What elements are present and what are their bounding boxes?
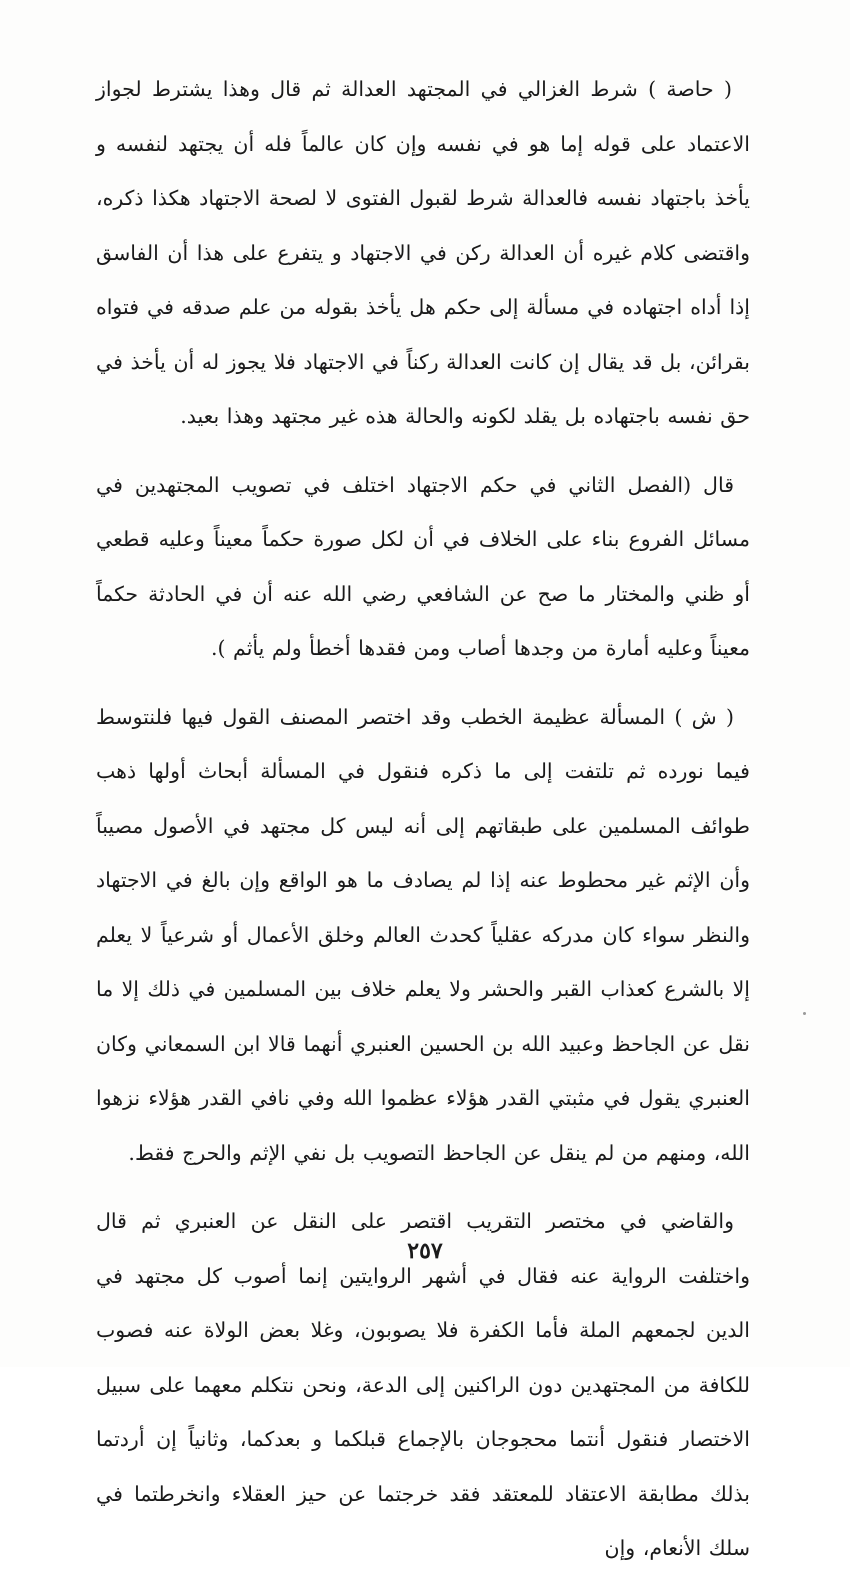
paragraph-2: قال (الفصل الثاني في حكم الاجتهاد اختلف في تصويب المجتهدين في مسائل الفروع بناء على الخلاف في أن لكل صورة حكماً معيناً وعليه قطعي أو ظني والمختار ما صح عن الشافعي رضي الله عنه أن في الحادثة حكماً معيناً وعليه أمارة من وجدها أصاب ومن فقدها أخطأ ولم يأثم ). — [96, 472, 750, 660]
scan-speck — [803, 1012, 806, 1015]
paragraph-1: ( حاصة ) شرط الغزالي في المجتهد العدالة ثم قال وهذا يشترط لجواز الاعتماد على قوله إما هو في نفسه وإن كان عالماً فله أن يجتهد لنفسه و يأخذ باجتهاد نفسه فالعدالة شرط لقبول الفتوى لا لصحة الاجتهاد هكذا ذكره، واقتضى كلام غيره أن العدالة ركن في الاجتهاد و يتفرع على هذا أن الفاسق إذا أداه اجتهاده في مسألة إلى حكم هل يأخذ بقوله من علم صدقه في فتواه بقرائن، بل قد يقال إن كانت العدالة ركناً في الاجتهاد فلا يجوز له أن يأخذ في حق نفسه باجتهاده بل يقلد لكونه والحالة هذه غير مجتهد وهذا بعيد. — [96, 77, 750, 428]
page-number: ٢٥٧ — [407, 1238, 443, 1264]
paragraph-3: ( ش ) المسألة عظيمة الخطب وقد اختصر المصنف القول فيها فلنتوسط فيما نورده ثم تلتفت إلى ما ذكره فنقول في المسألة أبحاث أولها ذهب طوائف المسلمين على طبقاتهم إلى أنه ليس كل مجتهد في الأصول مصيباً وأن الإثم غير محطوط عنه إذا لم يصادف ما هو الواقع وإن بالغ في الاجتهاد والنظر سواء كان مدركه عقلياً كحدث العالم وخلق الأعمال أو شرعياً لا يعلم إلا بالشرع كعذاب القبر والحشر ولا يعلم خلاف بين المسلمين في ذلك إلا ما نقل عن الجاحظ وعبيد الله بن الحسين العنبري أنهما قالا ابن السمعاني وكان العنبري يقول في مثبتي القدر هؤلاء عظموا الله وفي نافي القدر هؤلاء نزهوا الله، ومنهم من لم ينقل عن الجاحظ التصويب بل نفي الإثم والحرج فقط. — [96, 704, 750, 1165]
paragraph-4: والقاضي في مختصر التقريب اقتصر على النقل عن العنبري ثم قال واختلفت الرواية عنه فقال في أشهر الروايتين إنما أصوب كل مجتهد في الدين لجمعهم الملة فأما الكفرة فلا يصوبون، وغلا بعض الولاة عنه فصوب للكافة من المجتهدين دون الراكنين إلى الدعة، ونحن نتكلم معهما على سبيل الاختصار فنقول أنتما محجوجان بالإجماع قبلكما و بعدكما، وثانياً إن أردتما بذلك مطابقة الاعتقاد للمعتقد فقد خرجتما عن حيز العقلاء وانخرطتما في سلك الأنعام، وإن — [96, 1209, 750, 1560]
main-text-block — [96, 62, 750, 1590]
